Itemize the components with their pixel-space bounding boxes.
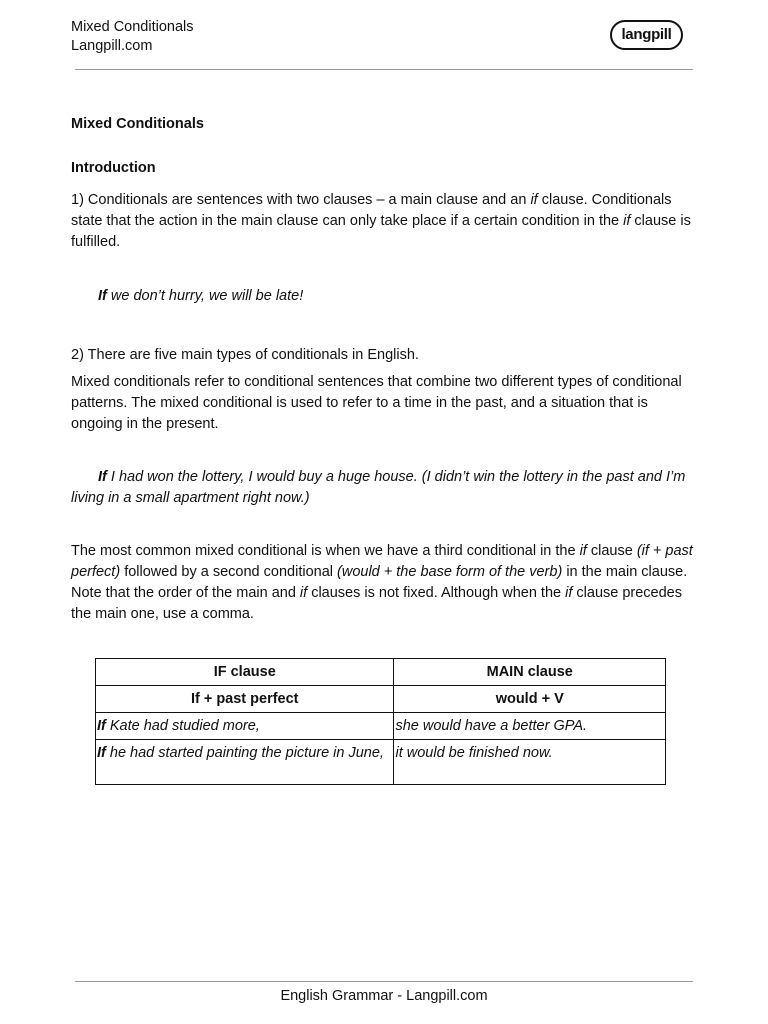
example-sentence-1	[98, 286, 693, 307]
text-run: The most common mixed conditional is when we have a third conditional in the	[71, 543, 580, 559]
table-row	[96, 713, 666, 740]
if-word: If	[98, 288, 107, 304]
table-cell-if	[96, 713, 394, 740]
footer-text: English Grammar - Langpill.com	[280, 988, 488, 1004]
text-run: clause is fulfilled.	[71, 213, 691, 250]
table-row	[96, 740, 666, 785]
text-run: he had started painting the picture in June,	[105, 745, 384, 761]
if-word: if	[579, 543, 587, 559]
text-run: clause	[586, 543, 637, 559]
table-cell-main: it would be finished now.	[394, 740, 666, 785]
if-word: If	[98, 469, 107, 485]
langpill-logo: langpill	[610, 20, 683, 50]
header-cell-main-clause: MAIN clause	[394, 659, 666, 686]
page-header	[71, 18, 194, 56]
header-cell-if-clause: IF clause	[96, 659, 394, 686]
table-formula-row	[96, 686, 666, 713]
formula-cell-main: would + V	[394, 686, 666, 713]
if-word: if	[530, 192, 538, 208]
formula-cell-if: If + past perfect	[96, 686, 394, 713]
text-run: clause. Conditionals state that the action in the main clause can only take place if a certain condition in the	[71, 192, 672, 229]
text-run: I had won the lottery, I would buy a huge house. (I didn’t win the lottery in the past and I’m living in a small apartment right now.)	[71, 469, 686, 506]
if-word: if	[623, 213, 631, 229]
header-divider	[75, 69, 693, 70]
conditional-table	[95, 658, 666, 785]
if-word: if	[565, 585, 573, 601]
text-run: we don’t hurry, we will be late!	[106, 288, 304, 304]
document-title: Mixed Conditionals	[71, 116, 204, 132]
header-doc-name: Mixed Conditionals	[71, 19, 194, 35]
section-title: Introduction	[71, 160, 156, 176]
table-cell-if	[96, 740, 394, 785]
text-run: in the main clause. Note that the order of the main and	[71, 564, 688, 601]
paragraph-point-1	[71, 190, 693, 253]
if-word: if	[299, 585, 308, 601]
example-sentence-2	[71, 467, 693, 509]
if-word: If	[97, 745, 106, 761]
text-run: followed by a second conditional	[120, 564, 338, 580]
if-word: If	[97, 718, 106, 734]
table-header-row	[96, 659, 666, 686]
text-run: Kate had studied more,	[105, 718, 260, 734]
header-site: Langpill.com	[71, 38, 153, 54]
text-run: clauses is not fixed. Although when the	[307, 585, 566, 601]
text-run: clause precedes the main one, use a comma.	[71, 585, 682, 622]
paragraph-mixed-definition: Mixed conditionals refer to conditional sentences that combine two different types of conditional patterns. The mixed conditional is used to refer to a time in the past, and a situation that is ongoing in the present.	[71, 374, 682, 432]
formula-text: (if + past perfect)	[71, 543, 693, 580]
paragraph-common-mixed	[71, 541, 693, 625]
text-run: 1) Conditionals are sentences with two clauses – a main clause and an	[71, 192, 531, 208]
formula-text: (would + the base form of the verb)	[337, 564, 563, 580]
paragraph-point-2: 2) There are five main types of conditionals in English.	[71, 347, 419, 363]
table-cell-main: she would have a better GPA.	[394, 713, 666, 740]
footer-divider	[75, 981, 693, 982]
